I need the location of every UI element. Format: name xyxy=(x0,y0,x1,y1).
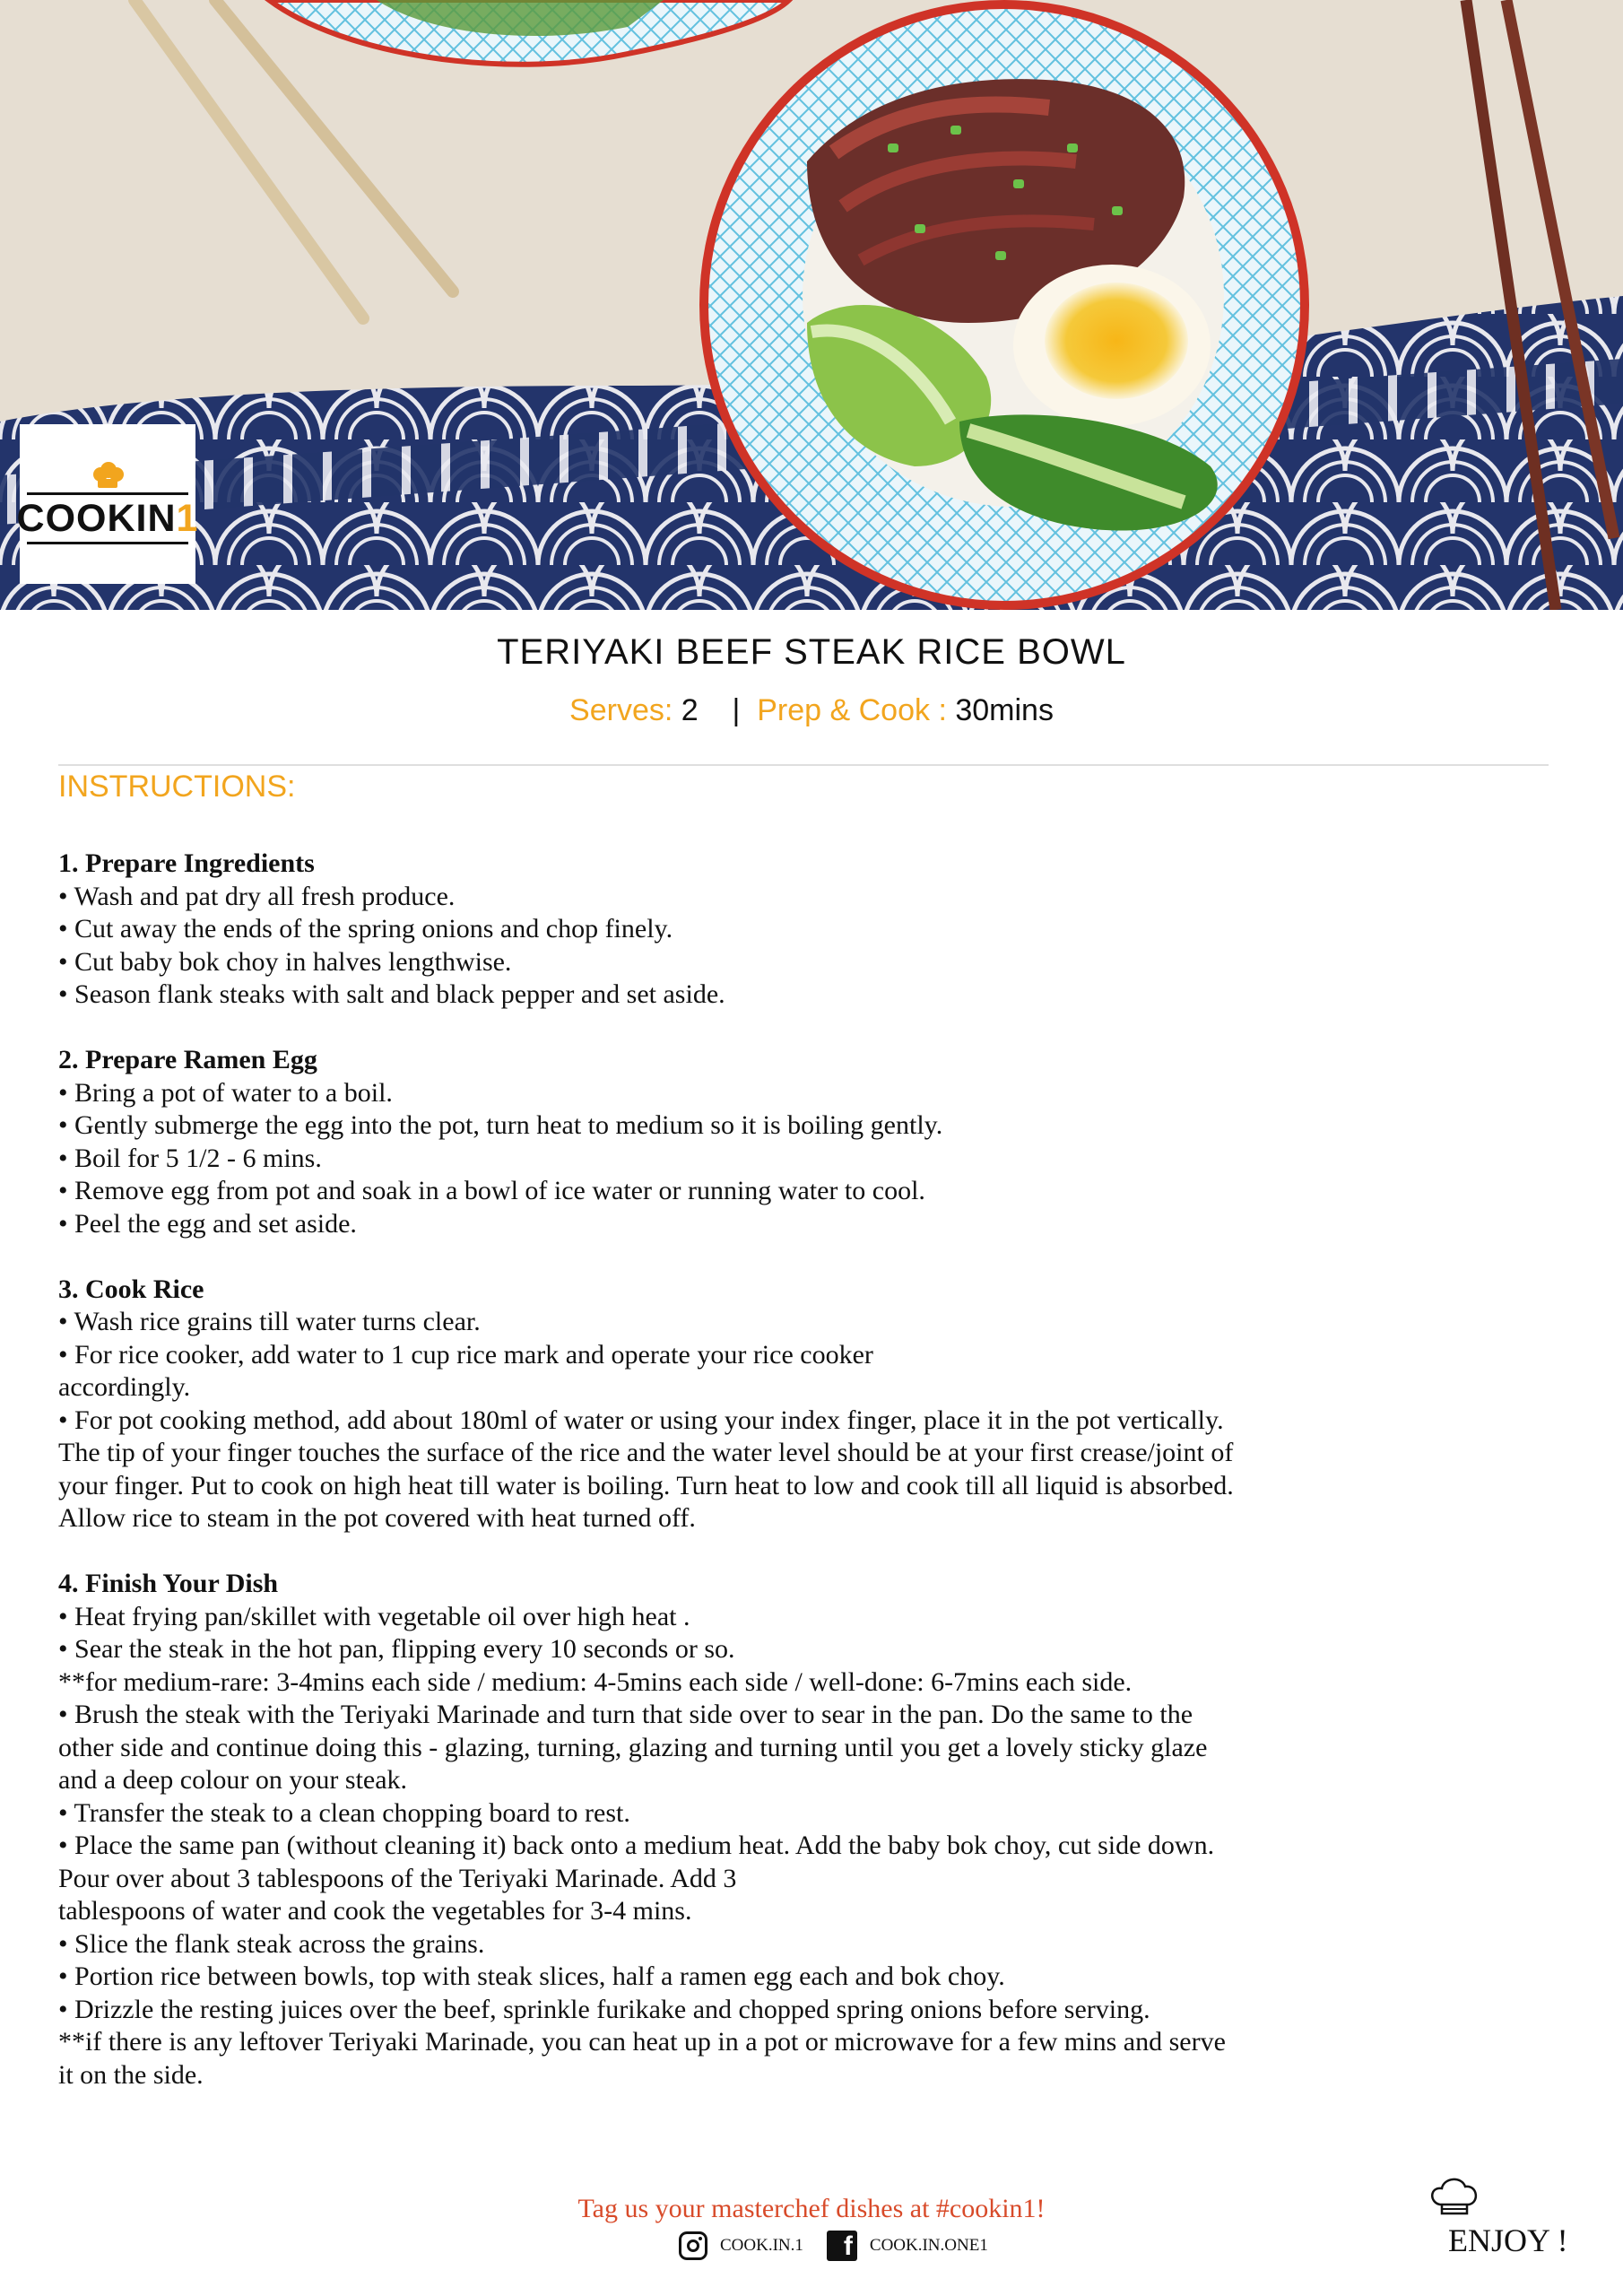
step-line: • For pot cooking method, add about 180ml of water or using your index finger, place it in the pot vertically. xyxy=(58,1405,1224,1435)
step-line: and a deep colour on your steak. xyxy=(58,1765,408,1795)
instructions-body xyxy=(58,848,1565,2125)
step-line: • Drizzle the resting juices over the beef, sprinkle furikake and chopped spring onions before serving. xyxy=(58,1994,1150,2024)
step-heading: 3. Cook Rice xyxy=(58,1274,204,1304)
step-line: • Brush the steak with the Teriyaki Marinade and turn that side over to sear in the pan. Do the same to the xyxy=(58,1700,1193,1729)
step-line: your finger. Put to cook on high heat till water is boiling. Turn heat to low and cook till all liquid is absorbed. xyxy=(58,1470,1234,1500)
step-line: • Portion rice between bowls, top with steak slices, half a ramen egg each and bok choy. xyxy=(58,1961,1005,1991)
step-line: tablespoons of water and cook the vegetables for 3-4 mins. xyxy=(58,1896,692,1926)
instructions-heading: INSTRUCTIONS: xyxy=(58,770,296,804)
step-line: accordingly. xyxy=(58,1372,191,1402)
step-line: • Season flank steaks with salt and black pepper and set aside. xyxy=(58,979,725,1009)
header-divider xyxy=(58,764,1549,766)
step-line: • Slice the flank steak across the grains. xyxy=(58,1928,485,1959)
step-section xyxy=(58,1568,1565,2092)
step-section xyxy=(58,1044,1565,1240)
step-line: • Cut away the ends of the spring onions and chop finely. xyxy=(58,914,673,944)
hero-photo xyxy=(0,0,1623,610)
step-line: • Gently submerge the egg into the pot, turn heat to medium so it is boiling gently. xyxy=(58,1110,943,1140)
step-line: • For rice cooker, add water to 1 cup rice mark and operate your rice cooker xyxy=(58,1339,873,1370)
recipe-meta xyxy=(0,693,1623,728)
prep-value: 30mins xyxy=(955,693,1054,727)
step-line: Allow rice to steam in the pot covered with heat turned off. xyxy=(58,1503,696,1533)
step-line: • Cut baby bok choy in halves lengthwise. xyxy=(58,946,512,977)
instagram-handle[interactable]: COOK.IN.1 xyxy=(720,2236,803,2255)
step-heading: 1. Prepare Ingredients xyxy=(58,848,315,878)
step-line: • Remove egg from pot and soak in a bowl of ice water or running water to cool. xyxy=(58,1176,925,1205)
step-line: **for medium-rare: 3-4mins each side / medium: 4-5mins each side / well-done: 6-7mins each side. xyxy=(58,1666,1133,1697)
serves-value: 2 xyxy=(681,693,699,727)
logo-wordmark: COOKIN1 xyxy=(16,497,199,540)
facebook-handle[interactable]: COOK.IN.ONE1 xyxy=(869,2236,988,2255)
step-line: • Place the same pan (without cleaning it) back onto a medium heat. Add the baby bok choy, cut side down. xyxy=(58,1831,1215,1860)
recipe-title: TERIYAKI BEEF STEAK RICE BOWL xyxy=(497,632,1126,672)
step-line: • Transfer the steak to a clean chopping board to rest. xyxy=(58,1797,630,1828)
step-line: • Heat frying pan/skillet with vegetable oil over high heat . xyxy=(58,1601,690,1631)
step-line: • Peel the egg and set aside. xyxy=(58,1208,357,1239)
chef-hat-outline-icon xyxy=(1426,2170,1483,2228)
facebook-icon[interactable]: f xyxy=(827,2231,857,2261)
prep-label: Prep & Cook : xyxy=(757,693,947,727)
step-heading: 2. Prepare Ramen Egg xyxy=(58,1045,317,1074)
step-heading: 4. Finish Your Dish xyxy=(58,1569,279,1598)
step-section xyxy=(58,1274,1565,1535)
step-line: **if there is any leftover Teriyaki Marinade, you can heat up in a pot or microwave for a few mins and serve xyxy=(58,2027,1226,2057)
step-line: other side and continue doing this - glazing, turning, glazing and turning until you get a lovely sticky glaze xyxy=(58,1732,1208,1762)
step-line: it on the side. xyxy=(58,2059,204,2090)
footer-tagline: Tag us your masterchef dishes at #cookin1! xyxy=(577,2194,1046,2223)
instagram-icon[interactable] xyxy=(679,2231,707,2260)
serves-label: Serves: xyxy=(569,693,673,727)
step-line: • Bring a pot of water to a boil. xyxy=(58,1077,393,1108)
logo-rule-bottom xyxy=(27,542,188,544)
step-line: • Sear the steak in the hot pan, flipping every 10 seconds or so. xyxy=(58,1634,735,1664)
meta-separator: | xyxy=(732,693,741,727)
chef-hat-icon xyxy=(90,462,126,489)
logo-rule-top xyxy=(27,492,188,495)
enjoy-text: ENJOY ! xyxy=(1448,2222,1568,2258)
step-line: Pour over about 3 tablespoons of the Teriyaki Marinade. Add 3 xyxy=(58,1863,737,1893)
social-links xyxy=(679,2228,988,2264)
step-line: • Wash and pat dry all fresh produce. xyxy=(58,881,456,911)
step-line: • Boil for 5 1/2 - 6 mins. xyxy=(58,1143,322,1173)
step-section xyxy=(58,848,1565,1012)
step-line: • Wash rice grains till water turns clear. xyxy=(58,1307,481,1336)
step-line: The tip of your finger touches the surface of the rice and the water level should be at your first crease/joint of xyxy=(58,1438,1234,1467)
food-photo-illustration xyxy=(0,0,1623,610)
cookin1-logo xyxy=(16,424,199,584)
